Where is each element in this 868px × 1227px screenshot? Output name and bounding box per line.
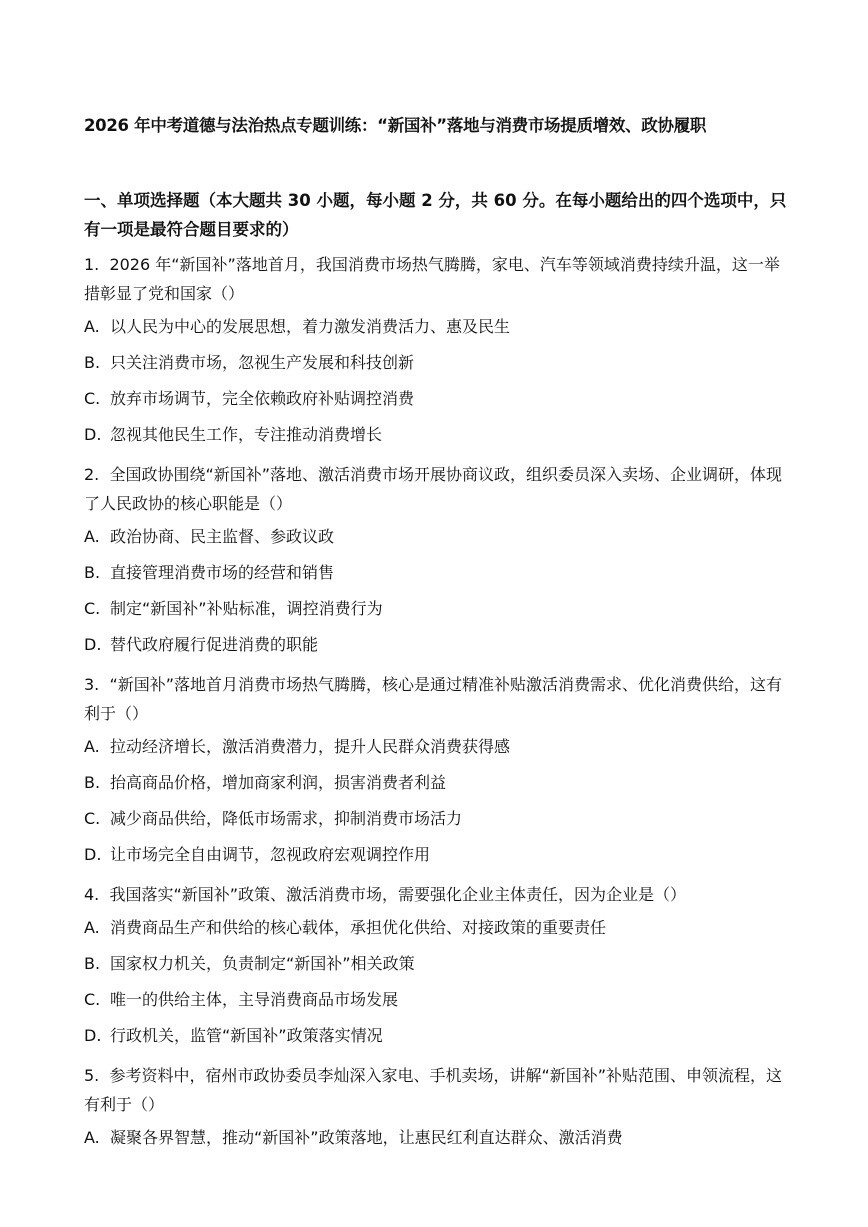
option-letter: C. (84, 809, 101, 828)
question-number: 2. (84, 465, 100, 484)
section-heading: 一、单项选择题（本大题共 30 小题，每小题 2 分，共 60 分。在每小题给出的四个选项中，只有一项是最符合题目要求的） (84, 191, 787, 239)
option-letter: A. (84, 1128, 100, 1147)
option-letter: D. (84, 1026, 102, 1045)
option-text: 国家权力机关，负责制定“新国补”相关政策 (110, 954, 415, 973)
option-text: 只关注消费市场，忽视生产发展和科技创新 (110, 353, 415, 372)
question-number: 5. (84, 1066, 100, 1085)
option-c (84, 808, 788, 830)
question-2 (84, 460, 788, 656)
option-letter: D. (84, 635, 102, 654)
question-3 (84, 670, 788, 866)
option-text: 制定“新国补”补贴标准，调控消费行为 (110, 599, 383, 618)
question-text: 2026 年“新国补”落地首月，我国消费市场热气腾腾，家电、汽车等领域消费持续升温，这一举措彰显了党和国家（） (84, 255, 780, 303)
option-a (84, 917, 788, 939)
question-number: 4. (84, 885, 100, 904)
question-text: 全国政协围绕“新国补”落地、激活消费市场开展协商议政，组织委员深入卖场、企业调研，体现了人民政协的核心职能是（） (84, 465, 783, 513)
question-stem (84, 460, 788, 518)
option-text: 唯一的供给主体，主导消费商品市场发展 (110, 990, 399, 1009)
option-c (84, 989, 788, 1011)
option-text: 直接管理消费市场的经营和销售 (110, 563, 335, 582)
option-letter: A. (84, 737, 100, 756)
option-c (84, 388, 788, 410)
option-letter: B. (84, 954, 101, 973)
option-d (84, 844, 788, 866)
question-1 (84, 250, 788, 446)
option-a (84, 1127, 788, 1149)
option-letter: B. (84, 353, 101, 372)
option-letter: B. (84, 773, 101, 792)
option-letter: B. (84, 563, 101, 582)
option-text: 以人民为中心的发展思想，着力激发消费活力、惠及民生 (110, 317, 511, 336)
option-a (84, 316, 788, 338)
question-number: 3. (84, 675, 100, 694)
option-letter: A. (84, 317, 100, 336)
question-5 (84, 1061, 788, 1149)
option-d (84, 634, 788, 656)
option-letter: C. (84, 990, 101, 1009)
option-letter: A. (84, 527, 100, 546)
question-4 (84, 880, 788, 1047)
option-letter: C. (84, 389, 101, 408)
option-a (84, 736, 788, 758)
option-d (84, 424, 788, 446)
question-text: “新国补”落地首月消费市场热气腾腾，核心是通过精准补贴激活消费需求、优化消费供给，这有利于（） (84, 675, 783, 723)
option-text: 政治协商、民主监督、参政议政 (110, 527, 335, 546)
question-text: 参考资料中，宿州市政协委员李灿深入家电、手机卖场，讲解“新国补”补贴范围、申领流程，这有利于（） (84, 1066, 783, 1114)
question-stem (84, 250, 788, 308)
option-letter: D. (84, 845, 102, 864)
question-stem (84, 880, 788, 909)
option-b (84, 772, 788, 794)
option-text: 忽视其他民生工作，专注推动消费增长 (110, 425, 383, 444)
question-stem (84, 1061, 788, 1119)
option-text: 消费商品生产和供给的核心载体，承担优化供给、对接政策的重要责任 (110, 918, 607, 937)
question-stem (84, 670, 788, 728)
option-d (84, 1025, 788, 1047)
option-text: 放弃市场调节，完全依赖政府补贴调控消费 (110, 389, 415, 408)
option-text: 替代政府履行促进消费的职能 (110, 635, 319, 654)
option-text: 凝聚各界智慧，推动“新国补”政策落地，让惠民红利直达群众、激活消费 (110, 1128, 623, 1147)
question-text: 我国落实“新国补”政策、激活消费市场，需要强化企业主体责任，因为企业是（） (109, 885, 687, 904)
option-b (84, 562, 788, 584)
option-letter: A. (84, 918, 100, 937)
option-b (84, 352, 788, 374)
document-title: 2026 年中考道德与法治热点专题训练：“新国补”落地与消费市场提质增效、政协履职 (84, 116, 707, 135)
option-letter: D. (84, 425, 102, 444)
option-b (84, 953, 788, 975)
option-text: 行政机关，监管“新国补”政策落实情况 (110, 1026, 383, 1045)
option-text: 减少商品供给，降低市场需求，抑制消费市场活力 (110, 809, 463, 828)
option-text: 让市场完全自由调节，忽视政府宏观调控作用 (110, 845, 431, 864)
option-a (84, 526, 788, 548)
option-c (84, 598, 788, 620)
question-number: 1. (84, 255, 100, 274)
option-letter: C. (84, 599, 101, 618)
option-text: 抬高商品价格，增加商家利润，损害消费者利益 (110, 773, 447, 792)
option-text: 拉动经济增长，激活消费潜力，提升人民群众消费获得感 (110, 737, 511, 756)
